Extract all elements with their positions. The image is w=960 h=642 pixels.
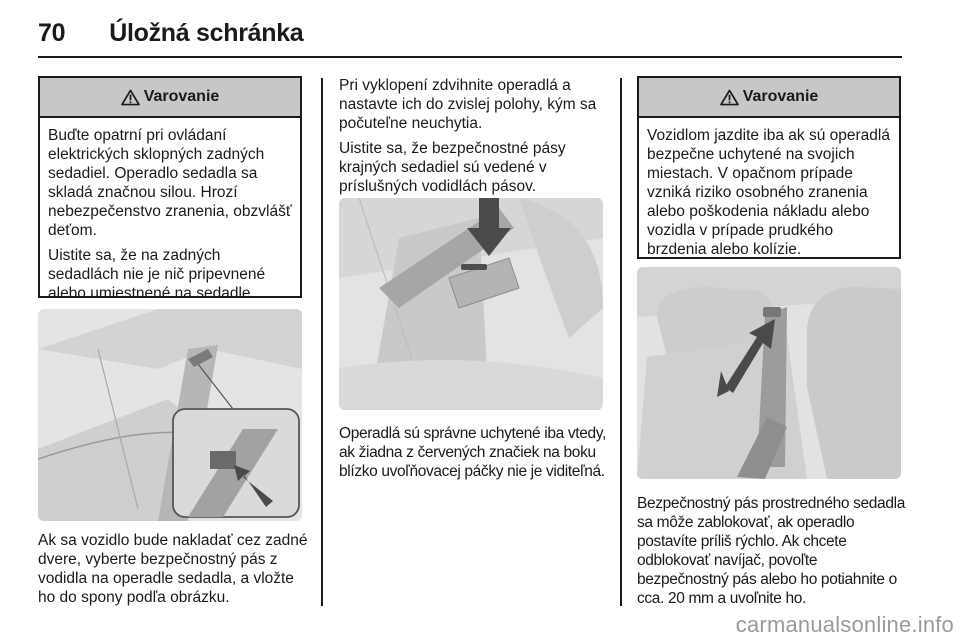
warning-body: [639, 118, 899, 265]
left-column-text: Ak sa vozidlo bude nakladať cez zadné dvere, vyberte bezpečnostný pás z vodidla na operadle sedadla, a vložte ho do spony podľa obrázku.: [38, 532, 308, 606]
illustration-center-belt: [637, 267, 901, 479]
illustration-seat-belt-guide: [339, 198, 603, 410]
warning-box-right: [637, 76, 901, 259]
warning-body: [40, 118, 300, 309]
warning-triangle-icon: [720, 89, 739, 106]
right-column-text: Bezpečnostný pás prostredného sedadla sa môže zablokovať, ak operadlo postavíte príliš rýchlo. Ak chcete odblokovať navíjač, povoľte bezpečnostný pás alebo ho potiahnite o cca. 20 mm a uvoľnite ho.: [637, 495, 905, 607]
warning-header: [639, 78, 899, 118]
middle-paragraph: Uistite sa, že bezpečnostné pásy krajných sedadiel sú vedené v príslušných vodidlách pásov.: [339, 140, 566, 195]
warning-paragraph: Uistite sa, že na zadných sedadlách nie je nič pripevnené alebo umiestnené na sedadle.: [48, 247, 266, 302]
page-number: 70: [38, 18, 66, 47]
header-rule: [38, 56, 902, 58]
warning-header: [40, 78, 300, 118]
middle-column-text: Operadlá sú správne uchytené iba vtedy, ak žiadna z červených značiek na boku blízko uvoľňovacej páčky nie je viditeľná.: [339, 425, 606, 480]
warning-box-left: [38, 76, 302, 302]
warning-title: Varovanie: [143, 88, 220, 105]
warning-triangle-icon: [121, 89, 140, 106]
column-divider-left: [321, 78, 323, 606]
column-divider-right: [620, 78, 622, 606]
page-header: [38, 16, 303, 50]
illustration-belt-guide: [38, 309, 302, 521]
page-title: Úložná schránka: [109, 18, 304, 47]
middle-paragraph: Pri vyklopení zdvihnite operadlá a nastavte ich do zvislej polohy, kým sa počuteľne neuchytia.: [339, 77, 597, 132]
warning-paragraph: Vozidlom jazdite iba ak sú operadlá bezpečne uchytené na svojich miestach. V opačnom prípade vzniká riziko osobného zranenia alebo poškodenia nákladu alebo vozidla v prípade prudkého brzdenia alebo kolízie.: [647, 127, 890, 258]
watermark: carmanualsonline.info: [735, 612, 954, 637]
warning-paragraph: Buďte opatrní pri ovládaní elektrických sklopných zadných sedadiel. Operadlo sedadla sa skladá značnou silou. Hrozí nebezpečenstvo zranenia, obzvlášť deťom.: [48, 127, 292, 239]
middle-column-intro: [339, 76, 609, 196]
warning-title: Varovanie: [742, 88, 819, 105]
